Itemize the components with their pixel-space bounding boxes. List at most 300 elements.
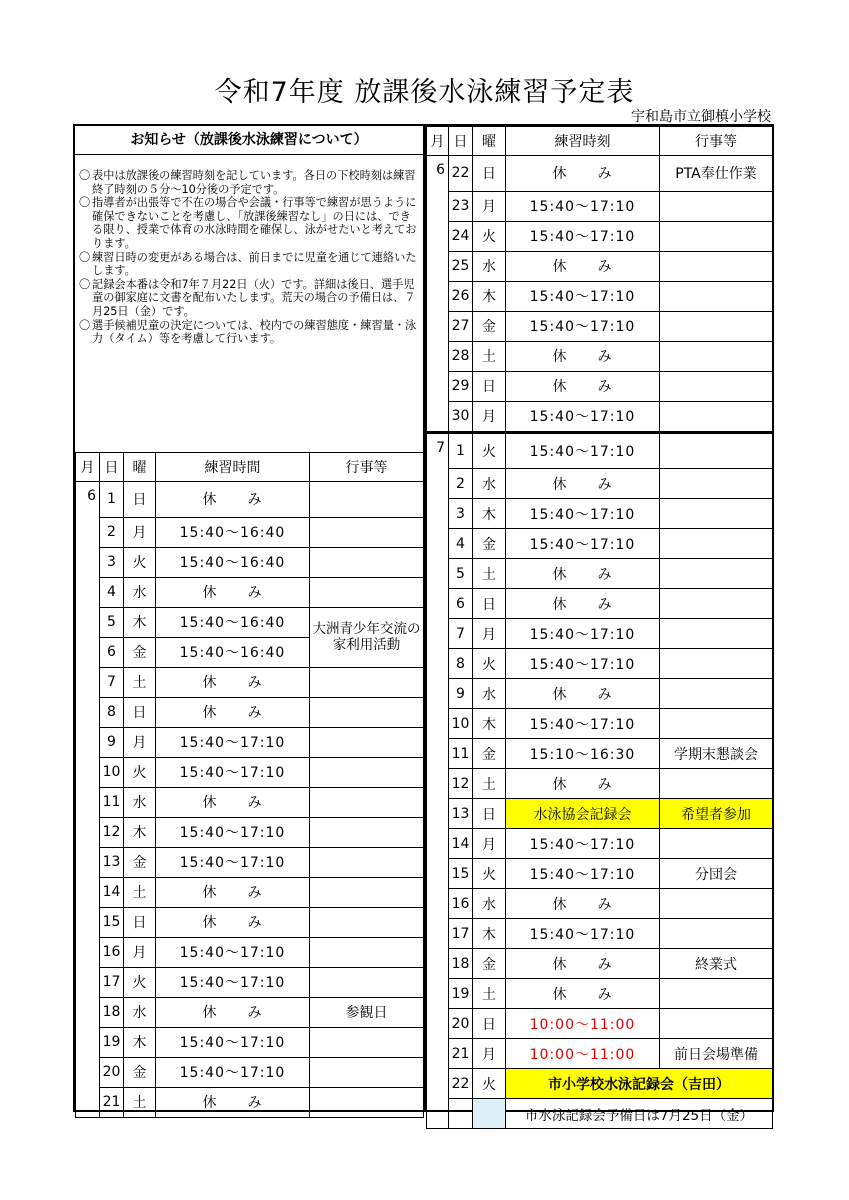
table-row: [427, 739, 773, 769]
event-cell: 希望者参加: [660, 799, 773, 829]
day-cell: 7: [100, 667, 124, 697]
day-cell: 25: [449, 251, 473, 281]
event-cell: [310, 937, 424, 967]
table-row: [427, 469, 773, 499]
day-cell: 7: [449, 619, 473, 649]
notice-text: 記録会本番は令和7年７月22日（火）です。詳細は後日、選手児童の御家庭に文書を配布いたします。荒天の場合の予備日は、７月25日（金）です。: [92, 277, 416, 318]
weekday-cell: [473, 1099, 506, 1129]
time-cell: 休 み: [506, 889, 660, 919]
event-cell: [660, 979, 773, 1009]
table-row: [76, 1027, 424, 1057]
event-cell: [310, 757, 424, 787]
notice-text: 練習日時の変更がある場合は、前日までに児童を通じて連絡いたします。: [92, 250, 417, 278]
table-row: [427, 769, 773, 799]
month-cell: [427, 311, 449, 341]
time-cell: 休 み: [506, 371, 660, 401]
event-cell: [310, 847, 424, 877]
month-cell: 7: [427, 432, 449, 469]
event-cell: [660, 589, 773, 619]
month-cell: [427, 709, 449, 739]
day-cell: 16: [100, 937, 124, 967]
time-cell: 休 み: [506, 559, 660, 589]
month-cell: [76, 1087, 100, 1117]
event-cell-group: 大洲青少年交流の家利用活動: [310, 607, 424, 667]
time-cell: 休 み: [156, 577, 310, 607]
weekday-cell: 火: [473, 432, 506, 469]
notice-bullet: 〇: [79, 196, 91, 210]
time-cell: 15:40～17:10: [156, 967, 310, 997]
event-cell: [310, 517, 424, 547]
time-cell: 15:40～17:10: [156, 1057, 310, 1087]
time-cell: 15:40～17:10: [506, 529, 660, 559]
day-cell: 1: [449, 432, 473, 469]
month-cell: [427, 889, 449, 919]
time-cell: 休 み: [156, 667, 310, 697]
month-cell: [427, 1009, 449, 1039]
weekday-cell: 水: [473, 679, 506, 709]
table-row: [76, 482, 424, 518]
day-cell: 4: [100, 577, 124, 607]
weekday-cell: 金: [124, 637, 156, 667]
time-cell: 休 み: [156, 1087, 310, 1117]
header-weekday: 曜: [124, 453, 156, 482]
event-cell: 前日会場準備: [660, 1039, 773, 1069]
table-row: [427, 371, 773, 401]
table-row: [427, 919, 773, 949]
time-cell: 15:40～17:10: [506, 709, 660, 739]
table-row: [427, 499, 773, 529]
weekday-cell: 月: [473, 191, 506, 221]
month-cell: [427, 619, 449, 649]
weekday-cell: 木: [473, 709, 506, 739]
table-row: [427, 311, 773, 341]
event-cell: [660, 559, 773, 589]
month-cell: [76, 577, 100, 607]
event-cell: [310, 817, 424, 847]
month-cell: [427, 769, 449, 799]
day-cell: 8: [100, 697, 124, 727]
day-cell: 9: [100, 727, 124, 757]
month-cell: [427, 221, 449, 251]
month-cell: [427, 829, 449, 859]
time-cell: 休 み: [156, 787, 310, 817]
table-row: [76, 997, 424, 1027]
month-cell: [427, 919, 449, 949]
footnote-cell: 市水泳記録会予備日は7月25日（金）: [506, 1099, 773, 1129]
time-cell: 15:40～17:10: [506, 191, 660, 221]
weekday-cell: 金: [473, 311, 506, 341]
weekday-cell: 水: [473, 251, 506, 281]
table-row: [427, 619, 773, 649]
day-cell: 9: [449, 679, 473, 709]
event-cell: [660, 401, 773, 432]
weekday-cell: 水: [473, 469, 506, 499]
notice-heading: お知らせ（放課後水泳練習について）: [75, 126, 423, 155]
event-cell: [660, 889, 773, 919]
event-cell: [310, 577, 424, 607]
month-cell: 6: [427, 156, 449, 192]
notice-text: 選手候補児童の決定については、校内での練習態度・練習量・泳力（タイム）等を考慮して行います。: [92, 318, 417, 346]
table-row: [76, 907, 424, 937]
table-row: [427, 221, 773, 251]
event-cell: [660, 679, 773, 709]
event-cell: [660, 919, 773, 949]
header-time: 練習時刻: [506, 127, 660, 156]
table-row: [427, 432, 773, 469]
weekday-cell: 日: [473, 371, 506, 401]
weekday-cell: 火: [473, 859, 506, 889]
month-cell: [427, 559, 449, 589]
month-cell: [427, 1069, 449, 1099]
notice-item: [79, 251, 419, 278]
footnote-row: [427, 1099, 773, 1129]
weekday-cell: 水: [124, 997, 156, 1027]
table-row: [76, 547, 424, 577]
month-cell: [427, 649, 449, 679]
day-cell: 17: [100, 967, 124, 997]
event-cell: [310, 787, 424, 817]
day-cell: 14: [100, 877, 124, 907]
time-cell: 15:40～16:40: [156, 517, 310, 547]
time-cell: 休 み: [156, 482, 310, 518]
table-row: [76, 757, 424, 787]
event-cell: [310, 667, 424, 697]
month-cell: [76, 877, 100, 907]
table-row: [427, 799, 773, 829]
weekday-cell: 木: [473, 281, 506, 311]
time-cell: 15:40～17:10: [506, 499, 660, 529]
weekday-cell: 月: [473, 619, 506, 649]
event-cell: [310, 1027, 424, 1057]
table-row: [427, 191, 773, 221]
event-cell: [660, 619, 773, 649]
event-cell: [660, 432, 773, 469]
day-cell: 22: [449, 1069, 473, 1099]
time-cell: 15:40～17:10: [506, 649, 660, 679]
weekday-cell: 水: [124, 577, 156, 607]
time-cell: 15:40～17:10: [506, 311, 660, 341]
right-schedule-table: [426, 126, 773, 1129]
table-row: [76, 817, 424, 847]
time-cell: 15:40～16:40: [156, 547, 310, 577]
notice-body: [75, 155, 423, 346]
month-cell: [427, 799, 449, 829]
day-cell: 15: [449, 859, 473, 889]
header-month: 月: [76, 453, 100, 482]
table-row: [427, 709, 773, 739]
time-cell: 15:40～16:40: [156, 637, 310, 667]
event-cell: [660, 499, 773, 529]
event-cell: [660, 251, 773, 281]
weekday-cell: 月: [124, 517, 156, 547]
time-cell: 休 み: [156, 877, 310, 907]
right-header-row: [427, 127, 773, 156]
table-row: [427, 1039, 773, 1069]
day-cell: 19: [449, 979, 473, 1009]
table-row: [76, 577, 424, 607]
month-cell: [427, 739, 449, 769]
table-row: [427, 529, 773, 559]
day-cell: 5: [100, 607, 124, 637]
month-cell: [76, 667, 100, 697]
month-cell: [427, 469, 449, 499]
day-cell: 20: [100, 1057, 124, 1087]
event-cell: [310, 1087, 424, 1117]
event-cell-highlight: 市小学校水泳記録会（吉田）: [506, 1069, 773, 1099]
time-cell: 休 み: [156, 907, 310, 937]
weekday-cell: 火: [124, 547, 156, 577]
time-cell: 15:40～17:10: [506, 619, 660, 649]
weekday-cell: 火: [473, 1069, 506, 1099]
time-cell: 休 み: [506, 949, 660, 979]
table-row: [76, 937, 424, 967]
month-cell: [76, 1057, 100, 1087]
day-cell: 10: [449, 709, 473, 739]
event-cell: [310, 547, 424, 577]
month-cell: [427, 191, 449, 221]
weekday-cell: 土: [473, 559, 506, 589]
day-cell: 11: [449, 739, 473, 769]
table-row: [76, 697, 424, 727]
time-cell: 休 み: [156, 997, 310, 1027]
month-cell: [76, 547, 100, 577]
notice-item: [79, 169, 419, 196]
month-cell: [427, 251, 449, 281]
day-cell: 22: [449, 156, 473, 192]
month-cell: [76, 787, 100, 817]
event-cell: [660, 529, 773, 559]
event-cell: 参観日: [310, 997, 424, 1027]
time-cell: 15:40～17:10: [506, 829, 660, 859]
time-cell: 10:00～11:00: [506, 1009, 660, 1039]
table-row: [76, 1057, 424, 1087]
day-cell: 28: [449, 341, 473, 371]
table-row: [427, 1069, 773, 1099]
table-row: [427, 281, 773, 311]
weekday-cell: 金: [124, 1057, 156, 1087]
event-cell: 学期末懇談会: [660, 739, 773, 769]
time-cell: 15:40～17:10: [506, 401, 660, 432]
day-cell: 3: [449, 499, 473, 529]
notice-item: [79, 278, 419, 319]
weekday-cell: 月: [124, 727, 156, 757]
left-header-row: [76, 453, 424, 482]
time-cell: 15:40～17:10: [506, 432, 660, 469]
event-cell: PTA奉仕作業: [660, 156, 773, 192]
event-cell: [310, 967, 424, 997]
time-cell: 15:40～17:10: [156, 937, 310, 967]
month-cell: [76, 697, 100, 727]
day-cell: 18: [100, 997, 124, 1027]
weekday-cell: 火: [473, 221, 506, 251]
weekday-cell: 木: [124, 607, 156, 637]
table-row: [427, 979, 773, 1009]
weekday-cell: 木: [473, 499, 506, 529]
table-row: [427, 251, 773, 281]
month-cell: [76, 907, 100, 937]
weekday-cell: 日: [124, 697, 156, 727]
table-row: [427, 649, 773, 679]
header-event: 行事等: [660, 127, 773, 156]
month-cell: [427, 859, 449, 889]
table-row: [76, 967, 424, 997]
time-cell: 15:40～17:10: [156, 817, 310, 847]
day-cell: 20: [449, 1009, 473, 1039]
event-cell: 分団会: [660, 859, 773, 889]
weekday-cell: 金: [473, 529, 506, 559]
month-cell: [76, 817, 100, 847]
event-cell: [660, 829, 773, 859]
weekday-cell: 木: [124, 817, 156, 847]
notice-bullet: 〇: [79, 277, 91, 291]
event-cell: [660, 191, 773, 221]
month-cell: [427, 529, 449, 559]
day-cell: 15: [100, 907, 124, 937]
event-cell: [310, 482, 424, 518]
header-time: 練習時間: [156, 453, 310, 482]
event-cell: [660, 341, 773, 371]
event-cell: [660, 769, 773, 799]
table-row: [76, 517, 424, 547]
time-cell: 休 み: [506, 251, 660, 281]
day-cell: 14: [449, 829, 473, 859]
table-row: [427, 1009, 773, 1039]
weekday-cell: 水: [124, 787, 156, 817]
time-cell: 15:10～16:30: [506, 739, 660, 769]
month-cell: [76, 607, 100, 637]
month-cell: [76, 967, 100, 997]
notice-text: 指導者が出張等で不在の場合や会議・行事等で練習が思うように確保できないことを考慮し、「放課後練習なし」の日には、できる限り、授業で体育の水泳時間を確保し、泳がせたいと考えております。: [92, 196, 417, 250]
month-cell: [76, 727, 100, 757]
weekday-cell: 水: [473, 889, 506, 919]
time-cell: 15:40～17:10: [156, 847, 310, 877]
page-title: 令和7年度 放課後水泳練習予定表: [214, 77, 635, 108]
event-cell: [660, 709, 773, 739]
month-cell: [76, 757, 100, 787]
month-cell: 6: [76, 482, 100, 518]
weekday-cell: 金: [473, 949, 506, 979]
weekday-cell: 火: [124, 757, 156, 787]
day-cell: 21: [100, 1087, 124, 1117]
table-row: [427, 829, 773, 859]
table-row: [76, 787, 424, 817]
notice-text: 表中は放課後の練習時刻を記しています。各日の下校時刻は練習終了時刻の５分～10分後の予定です。: [92, 169, 416, 196]
day-cell: 8: [449, 649, 473, 679]
time-cell: 休 み: [506, 679, 660, 709]
time-cell: 休 み: [506, 769, 660, 799]
month-cell: [76, 1027, 100, 1057]
day-cell: 16: [449, 889, 473, 919]
event-cell: [660, 649, 773, 679]
notice-box: [75, 126, 423, 346]
table-row: [76, 877, 424, 907]
day-cell: 3: [100, 547, 124, 577]
table-row: [427, 589, 773, 619]
weekday-cell: 木: [473, 919, 506, 949]
time-cell: 15:40～17:10: [506, 281, 660, 311]
table-row: [76, 607, 424, 637]
day-cell: 2: [449, 469, 473, 499]
event-cell: [660, 1009, 773, 1039]
day-cell: 5: [449, 559, 473, 589]
weekday-cell: 日: [473, 156, 506, 192]
day-cell: 17: [449, 919, 473, 949]
day-cell: 10: [100, 757, 124, 787]
time-cell: 休 み: [506, 979, 660, 1009]
weekday-cell: 土: [473, 979, 506, 1009]
event-cell: [310, 697, 424, 727]
month-cell: [427, 371, 449, 401]
event-cell: [310, 1057, 424, 1087]
weekday-cell: 土: [124, 667, 156, 697]
notice-item: [79, 196, 419, 250]
time-cell: 休 み: [506, 341, 660, 371]
time-cell: 休 み: [156, 697, 310, 727]
day-cell: [449, 1099, 473, 1129]
table-row: [76, 847, 424, 877]
weekday-cell: 日: [473, 1009, 506, 1039]
event-cell: [310, 727, 424, 757]
weekday-cell: 月: [473, 1039, 506, 1069]
table-row: [427, 679, 773, 709]
notice-item: [79, 319, 419, 346]
day-cell: 12: [100, 817, 124, 847]
table-row: [427, 341, 773, 371]
month-cell: [427, 1039, 449, 1069]
day-cell: 13: [100, 847, 124, 877]
day-cell: 26: [449, 281, 473, 311]
time-cell: 15:40～17:10: [156, 1027, 310, 1057]
day-cell: 21: [449, 1039, 473, 1069]
table-row: [427, 949, 773, 979]
day-cell: 19: [100, 1027, 124, 1057]
weekday-cell: 月: [124, 937, 156, 967]
weekday-cell: 金: [473, 739, 506, 769]
table-row: [76, 1087, 424, 1117]
notice-bullet: 〇: [79, 169, 91, 182]
day-cell: 24: [449, 221, 473, 251]
weekday-cell: 土: [473, 769, 506, 799]
header-month: 月: [427, 127, 449, 156]
time-cell: 休 み: [506, 469, 660, 499]
day-cell: 12: [449, 769, 473, 799]
weekday-cell: 土: [124, 877, 156, 907]
weekday-cell: 日: [124, 907, 156, 937]
event-cell: [660, 281, 773, 311]
school-name: 宇和島市立御槙小学校: [631, 109, 771, 125]
day-cell: 2: [100, 517, 124, 547]
table-row: [427, 559, 773, 589]
table-row: [76, 667, 424, 697]
month-cell: [427, 499, 449, 529]
time-cell: 15:40～16:40: [156, 607, 310, 637]
month-cell: [427, 949, 449, 979]
header-day: 日: [100, 453, 124, 482]
table-row: [427, 401, 773, 432]
month-cell: [427, 281, 449, 311]
month-cell: [427, 679, 449, 709]
event-cell: [310, 907, 424, 937]
weekday-cell: 日: [124, 482, 156, 518]
weekday-cell: 火: [124, 967, 156, 997]
header-event: 行事等: [310, 453, 424, 482]
table-row: [427, 889, 773, 919]
left-schedule-table: [75, 452, 424, 1118]
day-cell: 6: [449, 589, 473, 619]
weekday-cell: 月: [473, 401, 506, 432]
event-cell: [310, 877, 424, 907]
table-row: [76, 727, 424, 757]
